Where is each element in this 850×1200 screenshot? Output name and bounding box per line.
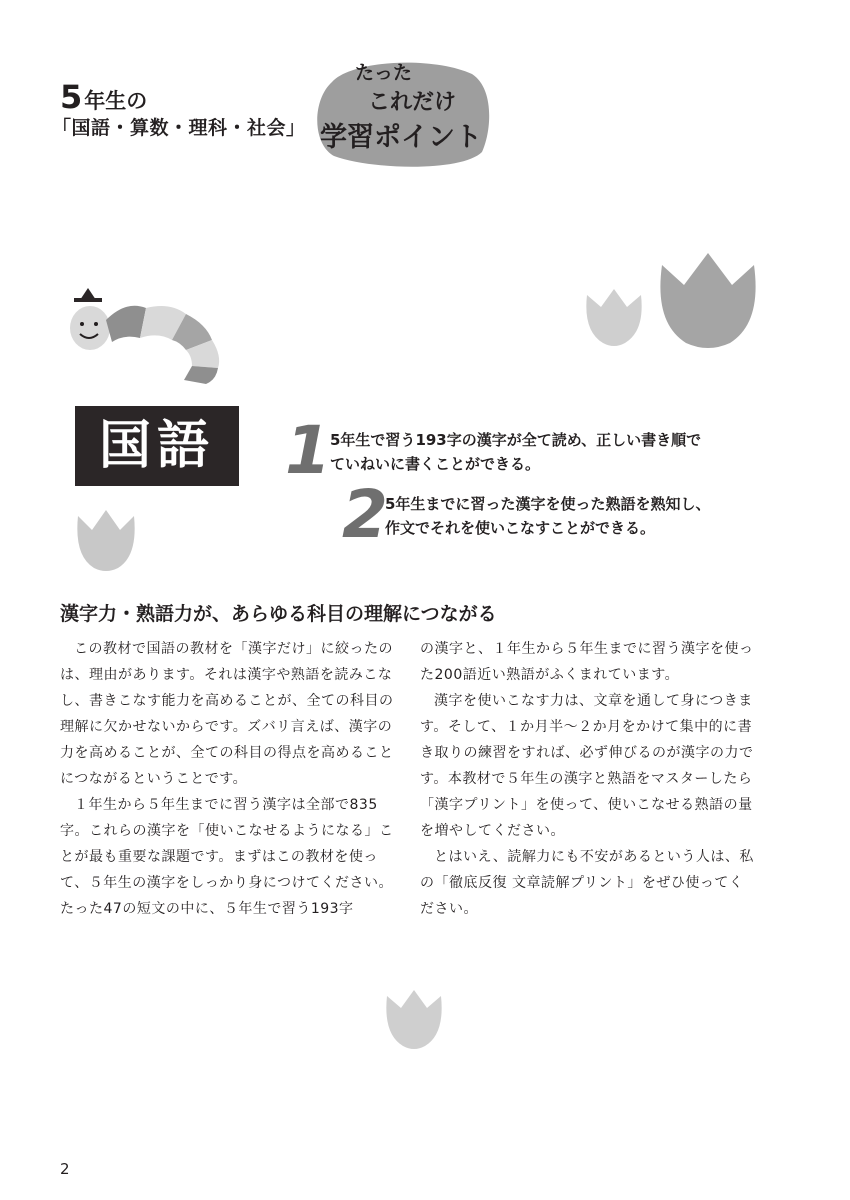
tulip-small-light-icon bbox=[583, 287, 645, 347]
body-paragraph-continued: の漢字と、１年生から５年生までに習う漢字を使った200語近い熟語がふくまれています。 bbox=[420, 641, 754, 683]
tulip-bottom-icon bbox=[383, 988, 445, 1050]
body-paragraph: 漢字を使いこなす力は、文章を通して身につきます。そして、１か月半〜２か月をかけて集中的に書き取りの練習をすれば、必ず伸びるのが漢字の力です。本教材で５年生の漢字と熟語をマスターしたら「漢字プリント」を使って、使いこなせる熟語の量を増やしてください。 bbox=[420, 693, 754, 839]
badge-line-2: これだけ bbox=[368, 90, 457, 115]
grade-suffix: 年生の bbox=[84, 89, 148, 113]
point-1-line-1: 5年生で習う193字の漢字が全て読め、正しい書き順で bbox=[330, 431, 702, 449]
point-number-1: 1 bbox=[285, 412, 331, 489]
body-paragraph: とはいえ、読解力にも不安があるという人は、私の「徹底反復 文章読解プリント」をぜひ使ってください。 bbox=[420, 849, 754, 917]
page-number: 2 bbox=[60, 1160, 70, 1178]
grade-heading bbox=[60, 78, 147, 116]
grade-number: 5 bbox=[60, 78, 83, 116]
subject-title-box: 国語 bbox=[75, 406, 239, 486]
point-1-text bbox=[330, 428, 701, 476]
subjects-heading: 「国語・算数・理科・社会」 bbox=[52, 117, 306, 139]
point-2-line-1: 5年生までに習った漢字を使った熟語を熟知し、 bbox=[385, 495, 711, 513]
body-paragraph: １年生から５年生までに習う漢字は全部で835字。これらの漢字を「使いこなせるようになる」ことが最も重要な課題です。まずはこの教材を使って、５年生の漢字をしっかり身につけてください。たった47の短文の中に、５年生で習う193字 bbox=[60, 797, 394, 917]
point-1-line-2: ていねいに書くことができる。 bbox=[330, 455, 541, 473]
point-2-line-2: 作文でそれを使いこなすことができる。 bbox=[385, 519, 656, 537]
badge-line-1: たった bbox=[355, 62, 413, 84]
body-paragraph: この教材で国語の教材を「漢字だけ」に絞ったのは、理由があります。それは漢字や熟語を読みこなし、書きこなす能力を高めることが、全ての科目の理解に欠かせないからです。ズバリ言えば、漢字の力を高めることが、全ての科目の得点を高めることにつながるということです。 bbox=[60, 641, 394, 787]
body-column-right bbox=[420, 636, 754, 922]
badge-line-3: 学習ポイント bbox=[320, 122, 482, 153]
tulip-left-icon bbox=[74, 508, 138, 572]
point-2-text bbox=[385, 492, 710, 540]
tulip-large-icon bbox=[656, 251, 760, 351]
caterpillar-icon bbox=[66, 280, 246, 390]
body-column-left bbox=[60, 636, 394, 922]
section-heading: 漢字力・熟語力が、あらゆる科目の理解につながる bbox=[60, 603, 497, 625]
point-number-2: 2 bbox=[342, 476, 388, 553]
